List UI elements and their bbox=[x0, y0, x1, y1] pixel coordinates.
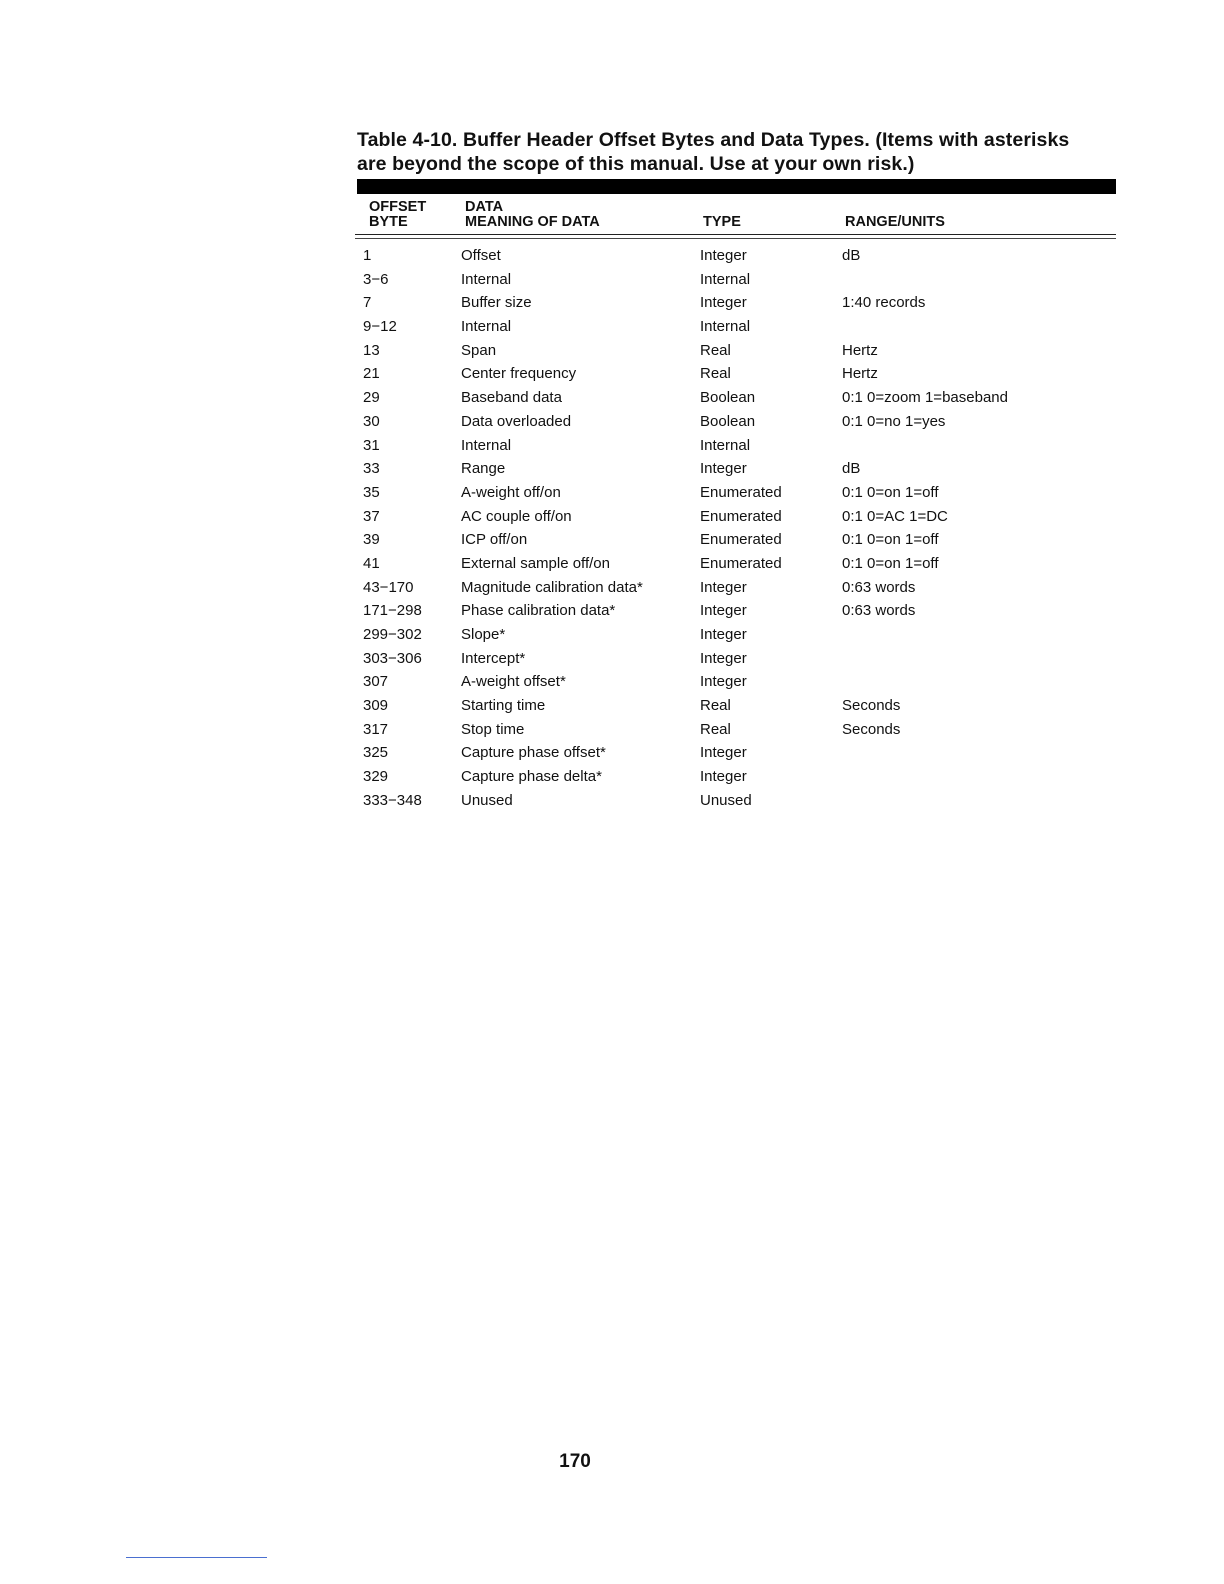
cell-meaning-of-data: Slope* bbox=[461, 626, 506, 643]
cell-meaning-of-data: Phase calibration data* bbox=[461, 602, 616, 620]
cell-offset-byte: 43−170 bbox=[363, 578, 414, 596]
table-row bbox=[355, 505, 1116, 529]
cell-type: Enumerated bbox=[700, 531, 782, 549]
cell-meaning-of-data: Capture phase offset* bbox=[461, 744, 606, 762]
cell-meaning-of-data: Buffer size bbox=[461, 294, 532, 312]
cell-offset-byte: 1 bbox=[363, 247, 372, 264]
cell-offset-byte: 309 bbox=[363, 697, 389, 715]
cell-type: Real bbox=[700, 341, 731, 359]
table-row bbox=[355, 291, 1116, 315]
cell-offset-byte: 299−302 bbox=[363, 626, 422, 643]
table-row bbox=[355, 481, 1116, 505]
cell-offset-byte: 29 bbox=[363, 389, 380, 407]
cell-range-units: dB bbox=[842, 460, 861, 478]
table-header bbox=[355, 200, 1116, 235]
cell-type: Internal bbox=[700, 270, 751, 288]
cell-meaning-of-data: AC couple off/on bbox=[461, 507, 572, 525]
cell-range-units: 0:63 words bbox=[842, 602, 916, 620]
table-row bbox=[355, 718, 1116, 742]
cell-range-units: 0:1 0=on 1=off bbox=[842, 554, 939, 572]
cell-offset-byte: 30 bbox=[363, 412, 380, 430]
table-row bbox=[355, 670, 1116, 694]
cell-offset-byte: 303−306 bbox=[363, 649, 422, 667]
table-row bbox=[355, 386, 1116, 410]
cell-range-units: 0:1 0=no 1=yes bbox=[842, 412, 946, 430]
cell-meaning-of-data: Internal bbox=[461, 270, 512, 288]
table-row bbox=[355, 457, 1116, 481]
table-row bbox=[355, 741, 1116, 765]
cell-type: Integer bbox=[700, 578, 747, 596]
cell-type: Integer bbox=[700, 460, 747, 478]
cell-type: Integer bbox=[700, 673, 747, 691]
header-divider bbox=[355, 238, 1116, 239]
cell-offset-byte: 3−6 bbox=[363, 270, 389, 288]
table-row bbox=[355, 362, 1116, 386]
cell-meaning-of-data: Center frequency bbox=[461, 365, 577, 383]
cell-offset-byte: 7 bbox=[363, 294, 372, 312]
cell-type: Integer bbox=[700, 768, 747, 786]
footer-rule bbox=[126, 1557, 267, 1558]
table-caption bbox=[357, 128, 1117, 176]
cell-type: Real bbox=[700, 697, 731, 715]
cell-offset-byte: 329 bbox=[363, 768, 389, 786]
caption-line-1: Table 4-10. Buffer Header Offset Bytes and Data Types. (Items with asterisks bbox=[357, 129, 1070, 151]
table-row bbox=[355, 434, 1116, 458]
caption-line-2: are beyond the scope of this manual. Use at your own risk.) bbox=[357, 153, 915, 175]
cell-type: Boolean bbox=[700, 412, 756, 430]
table-row bbox=[355, 528, 1116, 552]
header-type: TYPE bbox=[703, 214, 741, 230]
cell-type: Boolean bbox=[700, 389, 756, 407]
header-meaning-line-1: DATA bbox=[465, 199, 504, 215]
cell-type: Real bbox=[700, 720, 731, 738]
cell-type: Integer bbox=[700, 294, 747, 312]
header-black-bar bbox=[357, 179, 1116, 194]
cell-meaning-of-data: Span bbox=[461, 341, 497, 359]
cell-type: Integer bbox=[700, 649, 747, 667]
cell-offset-byte: 37 bbox=[363, 507, 380, 525]
cell-type: Integer bbox=[700, 626, 747, 643]
cell-meaning-of-data: Capture phase delta* bbox=[461, 768, 602, 786]
table-row bbox=[355, 410, 1116, 434]
cell-meaning-of-data: A-weight off/on bbox=[461, 483, 561, 501]
cell-type: Unused bbox=[700, 791, 752, 809]
table-row bbox=[355, 647, 1116, 671]
cell-range-units: 0:63 words bbox=[842, 578, 916, 596]
cell-meaning-of-data: Internal bbox=[461, 318, 512, 336]
cell-range-units: Seconds bbox=[842, 697, 901, 715]
cell-offset-byte: 333−348 bbox=[363, 791, 422, 809]
cell-range-units: Hertz bbox=[842, 341, 878, 359]
header-meaning-line-2: MEANING OF DATA bbox=[465, 214, 600, 230]
table-row bbox=[355, 623, 1116, 647]
cell-type: Internal bbox=[700, 436, 751, 454]
cell-offset-byte: 39 bbox=[363, 531, 380, 549]
cell-range-units: dB bbox=[842, 247, 861, 264]
header-offset-byte bbox=[369, 200, 426, 230]
table-row bbox=[355, 599, 1116, 623]
page-number: 170 bbox=[559, 1451, 591, 1472]
cell-offset-byte: 35 bbox=[363, 483, 380, 501]
table-row bbox=[355, 552, 1116, 576]
cell-type: Internal bbox=[700, 318, 751, 336]
cell-offset-byte: 171−298 bbox=[363, 602, 422, 620]
cell-range-units: 0:1 0=on 1=off bbox=[842, 483, 939, 501]
cell-range-units: Hertz bbox=[842, 365, 878, 383]
cell-type: Integer bbox=[700, 602, 747, 620]
table-row bbox=[355, 694, 1116, 718]
cell-type: Enumerated bbox=[700, 483, 782, 501]
cell-meaning-of-data: Internal bbox=[461, 436, 512, 454]
cell-meaning-of-data: External sample off/on bbox=[461, 554, 610, 572]
cell-meaning-of-data: Range bbox=[461, 460, 506, 478]
header-range-units: RANGE/UNITS bbox=[845, 214, 945, 230]
cell-meaning-of-data: Starting time bbox=[461, 697, 546, 715]
cell-range-units: Seconds bbox=[842, 720, 901, 738]
cell-range-units: 0:1 0=AC 1=DC bbox=[842, 507, 948, 525]
cell-offset-byte: 33 bbox=[363, 460, 380, 478]
table-row bbox=[355, 765, 1116, 789]
cell-meaning-of-data: A-weight offset* bbox=[461, 673, 566, 691]
header-offset-line-1: OFFSET bbox=[369, 199, 427, 215]
cell-meaning-of-data: Unused bbox=[461, 791, 513, 809]
cell-offset-byte: 21 bbox=[363, 365, 380, 383]
cell-meaning-of-data: Stop time bbox=[461, 720, 525, 738]
cell-offset-byte: 31 bbox=[363, 436, 380, 454]
cell-meaning-of-data: Magnitude calibration data* bbox=[461, 578, 643, 596]
table-row bbox=[355, 315, 1116, 339]
cell-offset-byte: 317 bbox=[363, 720, 389, 738]
cell-offset-byte: 9−12 bbox=[363, 318, 397, 336]
cell-meaning-of-data: Intercept* bbox=[461, 649, 526, 667]
cell-range-units: 1:40 records bbox=[842, 294, 926, 312]
table-row bbox=[355, 576, 1116, 600]
header-meaning-of-data bbox=[465, 200, 600, 230]
cell-range-units: 0:1 0=on 1=off bbox=[842, 531, 939, 549]
cell-meaning-of-data: Baseband data bbox=[461, 389, 562, 407]
table-row bbox=[355, 789, 1116, 813]
header-offset-line-2: BYTE bbox=[369, 214, 408, 230]
cell-offset-byte: 325 bbox=[363, 744, 389, 762]
cell-offset-byte: 13 bbox=[363, 341, 380, 359]
cell-meaning-of-data: Data overloaded bbox=[461, 412, 572, 430]
cell-meaning-of-data: ICP off/on bbox=[461, 531, 528, 549]
cell-type: Integer bbox=[700, 247, 747, 264]
table-row bbox=[355, 244, 1116, 268]
cell-type: Enumerated bbox=[700, 507, 782, 525]
cell-type: Enumerated bbox=[700, 554, 782, 572]
cell-type: Integer bbox=[700, 744, 747, 762]
table-row bbox=[355, 339, 1116, 363]
table-body bbox=[355, 244, 1116, 813]
cell-offset-byte: 307 bbox=[363, 673, 389, 691]
cell-type: Real bbox=[700, 365, 731, 383]
table-row bbox=[355, 268, 1116, 292]
cell-offset-byte: 41 bbox=[363, 554, 380, 572]
cell-meaning-of-data: Offset bbox=[461, 247, 501, 264]
cell-range-units: 0:1 0=zoom 1=baseband bbox=[842, 389, 1008, 407]
